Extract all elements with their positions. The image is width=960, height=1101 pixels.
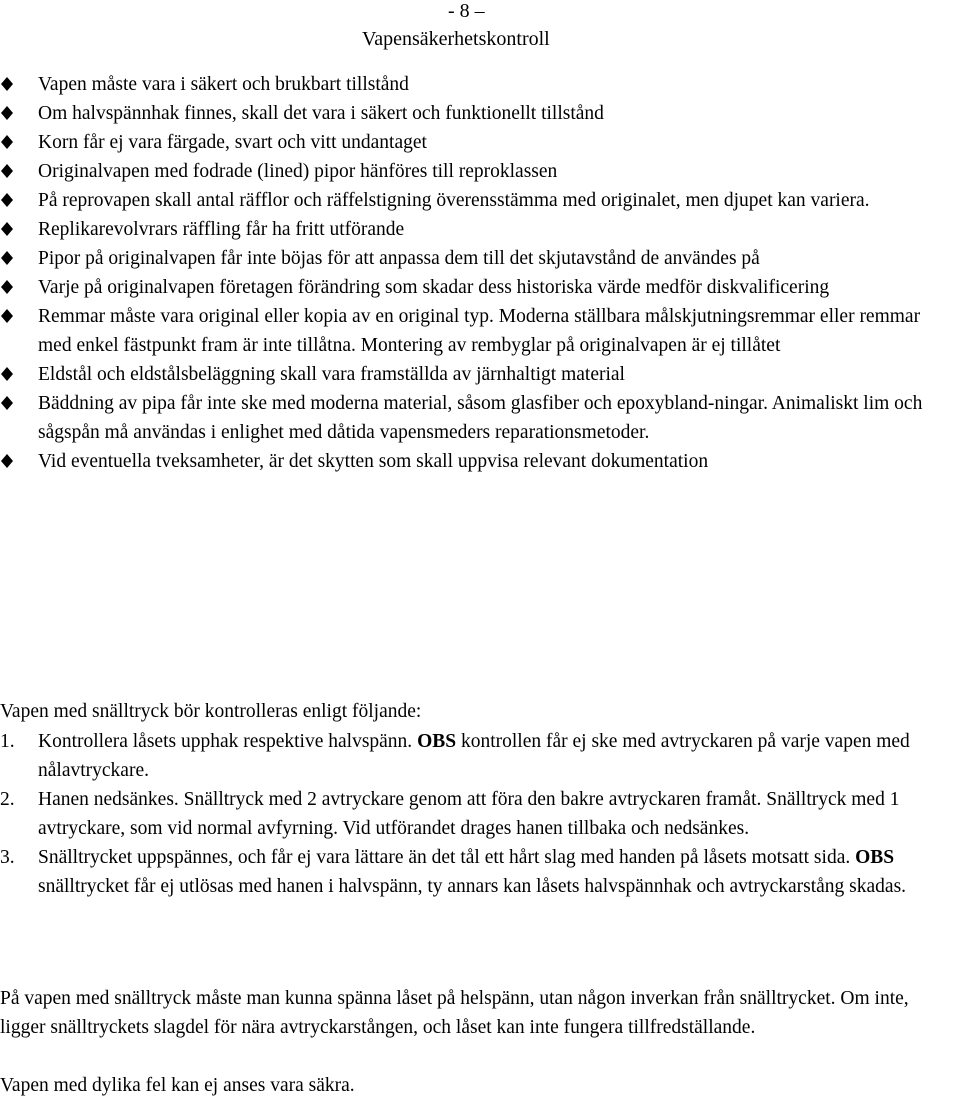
diamond-bullet-icon (1, 396, 13, 410)
list-item (0, 447, 960, 476)
final-sentence: Vapen med dylika fel kan ej anses vara säkra. (0, 1075, 355, 1096)
diamond-bullet-icon (1, 77, 13, 91)
rule-text: Korn får ej vara färgade, svart och vitt undantaget (38, 132, 427, 153)
list-item (0, 360, 960, 389)
rule-text: På reprovapen skall antal räfflor och räffelstigning överensstämma med originalet, men djupet kan variera. (38, 190, 870, 211)
rule-text: Pipor på originalvapen får inte böjas för att anpassa dem till det skjutavstånd de användes på (38, 248, 760, 269)
step-emphasis: OBS (855, 847, 895, 868)
page-number: - 8 – (448, 0, 485, 22)
diamond-bullet-icon (1, 251, 13, 265)
list-item (0, 273, 960, 302)
rule-text: Bäddning av pipa får inte ske med moderna material, såsom glasfiber och epoxybland-ningar. Animaliskt lim och sågspån må användas i enlighet med dåtida vapensmeders reparationsmetoder. (38, 393, 923, 443)
step-text: Kontrollera låsets upphak respektive halvspänn. (38, 731, 418, 752)
rule-text: Remmar måste vara original eller kopia av en original typ. Moderna ställbara målskjutningsremmar eller remmar med enkel fästpunkt fram är inte tillåtna. Montering av rembyglar på originalvapen är ej tillåtet (38, 306, 921, 356)
checklist-step (0, 843, 960, 901)
diamond-bullet-icon (1, 106, 13, 120)
checklist-intro: Vapen med snälltryck bör kontrolleras enligt följande: (0, 701, 422, 722)
rule-text: Vid eventuella tveksamheter, är det skytten som skall uppvisa relevant dokumentation (38, 451, 709, 472)
diamond-bullet-icon (1, 309, 13, 323)
list-item (0, 389, 960, 447)
diamond-bullet-icon (1, 193, 13, 207)
step-text: Snälltrycket uppspännes, och får ej vara lättare än det tål ett hårt slag med handen på låsets motsatt sida. (38, 847, 856, 868)
rule-text: Replikarevolvrars räffling får ha fritt utförande (38, 219, 405, 240)
list-item (0, 186, 960, 215)
safety-rules-list (0, 70, 960, 476)
page-title: Vapensäkerhetskontroll (362, 28, 550, 50)
list-item (0, 157, 960, 186)
list-item (0, 302, 960, 360)
list-item (0, 128, 960, 157)
diamond-bullet-icon (1, 135, 13, 149)
diamond-bullet-icon (1, 367, 13, 381)
rule-text: Om halvspännhak finnes, skall det vara i säkert och funktionellt tillstånd (38, 103, 604, 124)
step-number: 1. (0, 731, 15, 752)
list-item (0, 244, 960, 273)
rule-text: Eldstål och eldstålsbeläggning skall vara framställda av järnhaltigt material (38, 364, 625, 385)
diamond-bullet-icon (1, 280, 13, 294)
diamond-bullet-icon (1, 164, 13, 178)
checklist-steps (0, 727, 960, 901)
rule-text: Varje på originalvapen företagen förändring som skadar dess historiska värde medför diskvalificering (38, 277, 830, 298)
list-item (0, 215, 960, 244)
step-text-continued: snälltrycket får ej utlösas med hanen i halvspänn, ty annars kan låsets halvspännhak och avtryckarstång skadas. (38, 876, 907, 897)
step-emphasis: OBS (417, 731, 457, 752)
step-text: Hanen nedsänkes. Snälltryck med 2 avtryckare genom att föra den bakre avtryckaren framåt. Snälltryck med 1 avtryckare, som vid normal avfyrning. Vid utförandet drages hanen tillbaka och nedsänkes. (38, 789, 900, 839)
step-number: 3. (0, 847, 15, 868)
step-number: 2. (0, 789, 15, 810)
step-text-continued: kontrollen får ej ske med avtryckaren på varje vapen med nålavtryckare. (38, 731, 910, 781)
diamond-bullet-icon (1, 222, 13, 236)
rule-text: Vapen måste vara i säkert och brukbart tillstånd (38, 74, 409, 95)
checklist-step (0, 785, 960, 843)
rule-text: Originalvapen med fodrade (lined) pipor hänföres till reproklassen (38, 161, 558, 182)
closing-paragraph: På vapen med snälltryck måste man kunna spänna låset på helspänn, utan någon inverkan från snälltrycket. Om inte, ligger snälltryckets slagdel för nära avtryckarstången, och låset kan inte fungera tillfredställande. (0, 988, 909, 1038)
list-item (0, 70, 960, 99)
list-item (0, 99, 960, 128)
diamond-bullet-icon (1, 454, 13, 468)
checklist-step (0, 727, 960, 785)
